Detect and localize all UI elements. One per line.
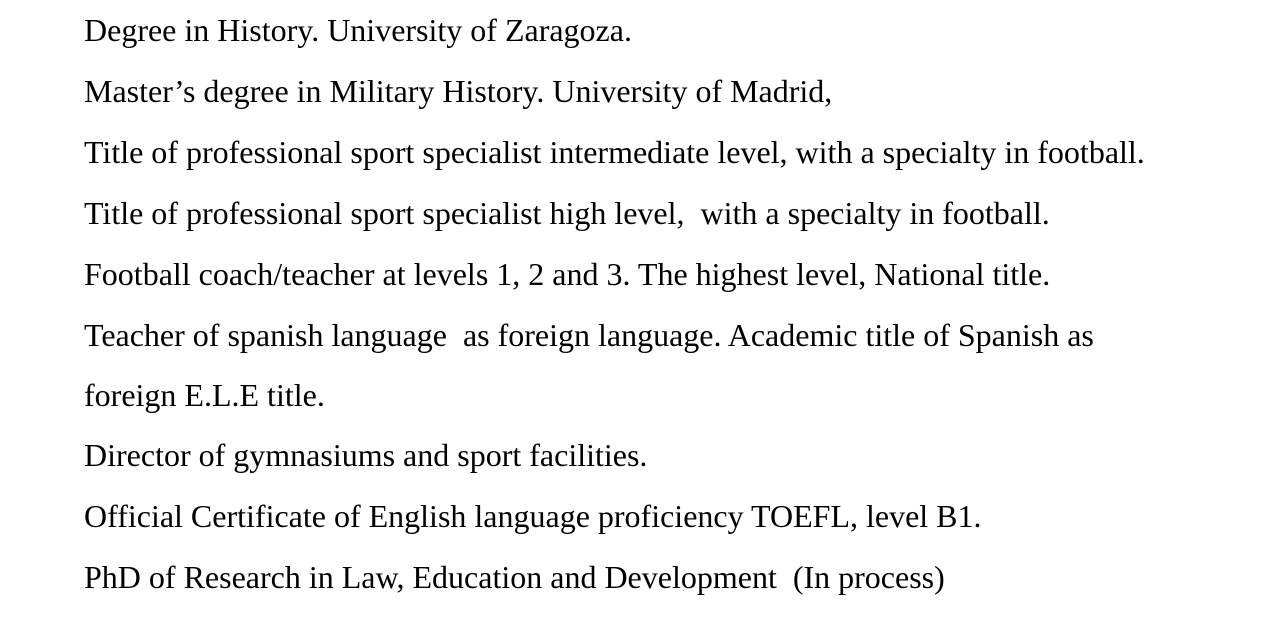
qualification-phd: PhD of Research in Law, Education and Development (In process)	[84, 559, 945, 595]
qualification-toefl-certificate: Official Certificate of English language proficiency TOEFL, level B1.	[84, 498, 982, 534]
qualification-sport-intermediate: Title of professional sport specialist intermediate level, with a specialty in football.	[84, 134, 1145, 170]
qualification-military-history-master: Master’s degree in Military History. University of Madrid,	[84, 73, 833, 109]
qualification-history-degree: Degree in History. University of Zaragoza.	[84, 12, 632, 48]
qualifications-list	[84, 0, 1269, 608]
qualification-spanish-teacher: Teacher of spanish language as foreign language. Academic title of Spanish as	[84, 317, 1094, 353]
qualification-spanish-teacher-continued: foreign E.L.E title.	[84, 377, 325, 413]
qualification-football-coach: Football coach/teacher at levels 1, 2 and 3. The highest level, National title.	[84, 256, 1051, 292]
qualification-gym-director: Director of gymnasiums and sport facilities.	[84, 437, 648, 473]
qualification-sport-high: Title of professional sport specialist high level, with a specialty in football.	[84, 195, 1050, 231]
